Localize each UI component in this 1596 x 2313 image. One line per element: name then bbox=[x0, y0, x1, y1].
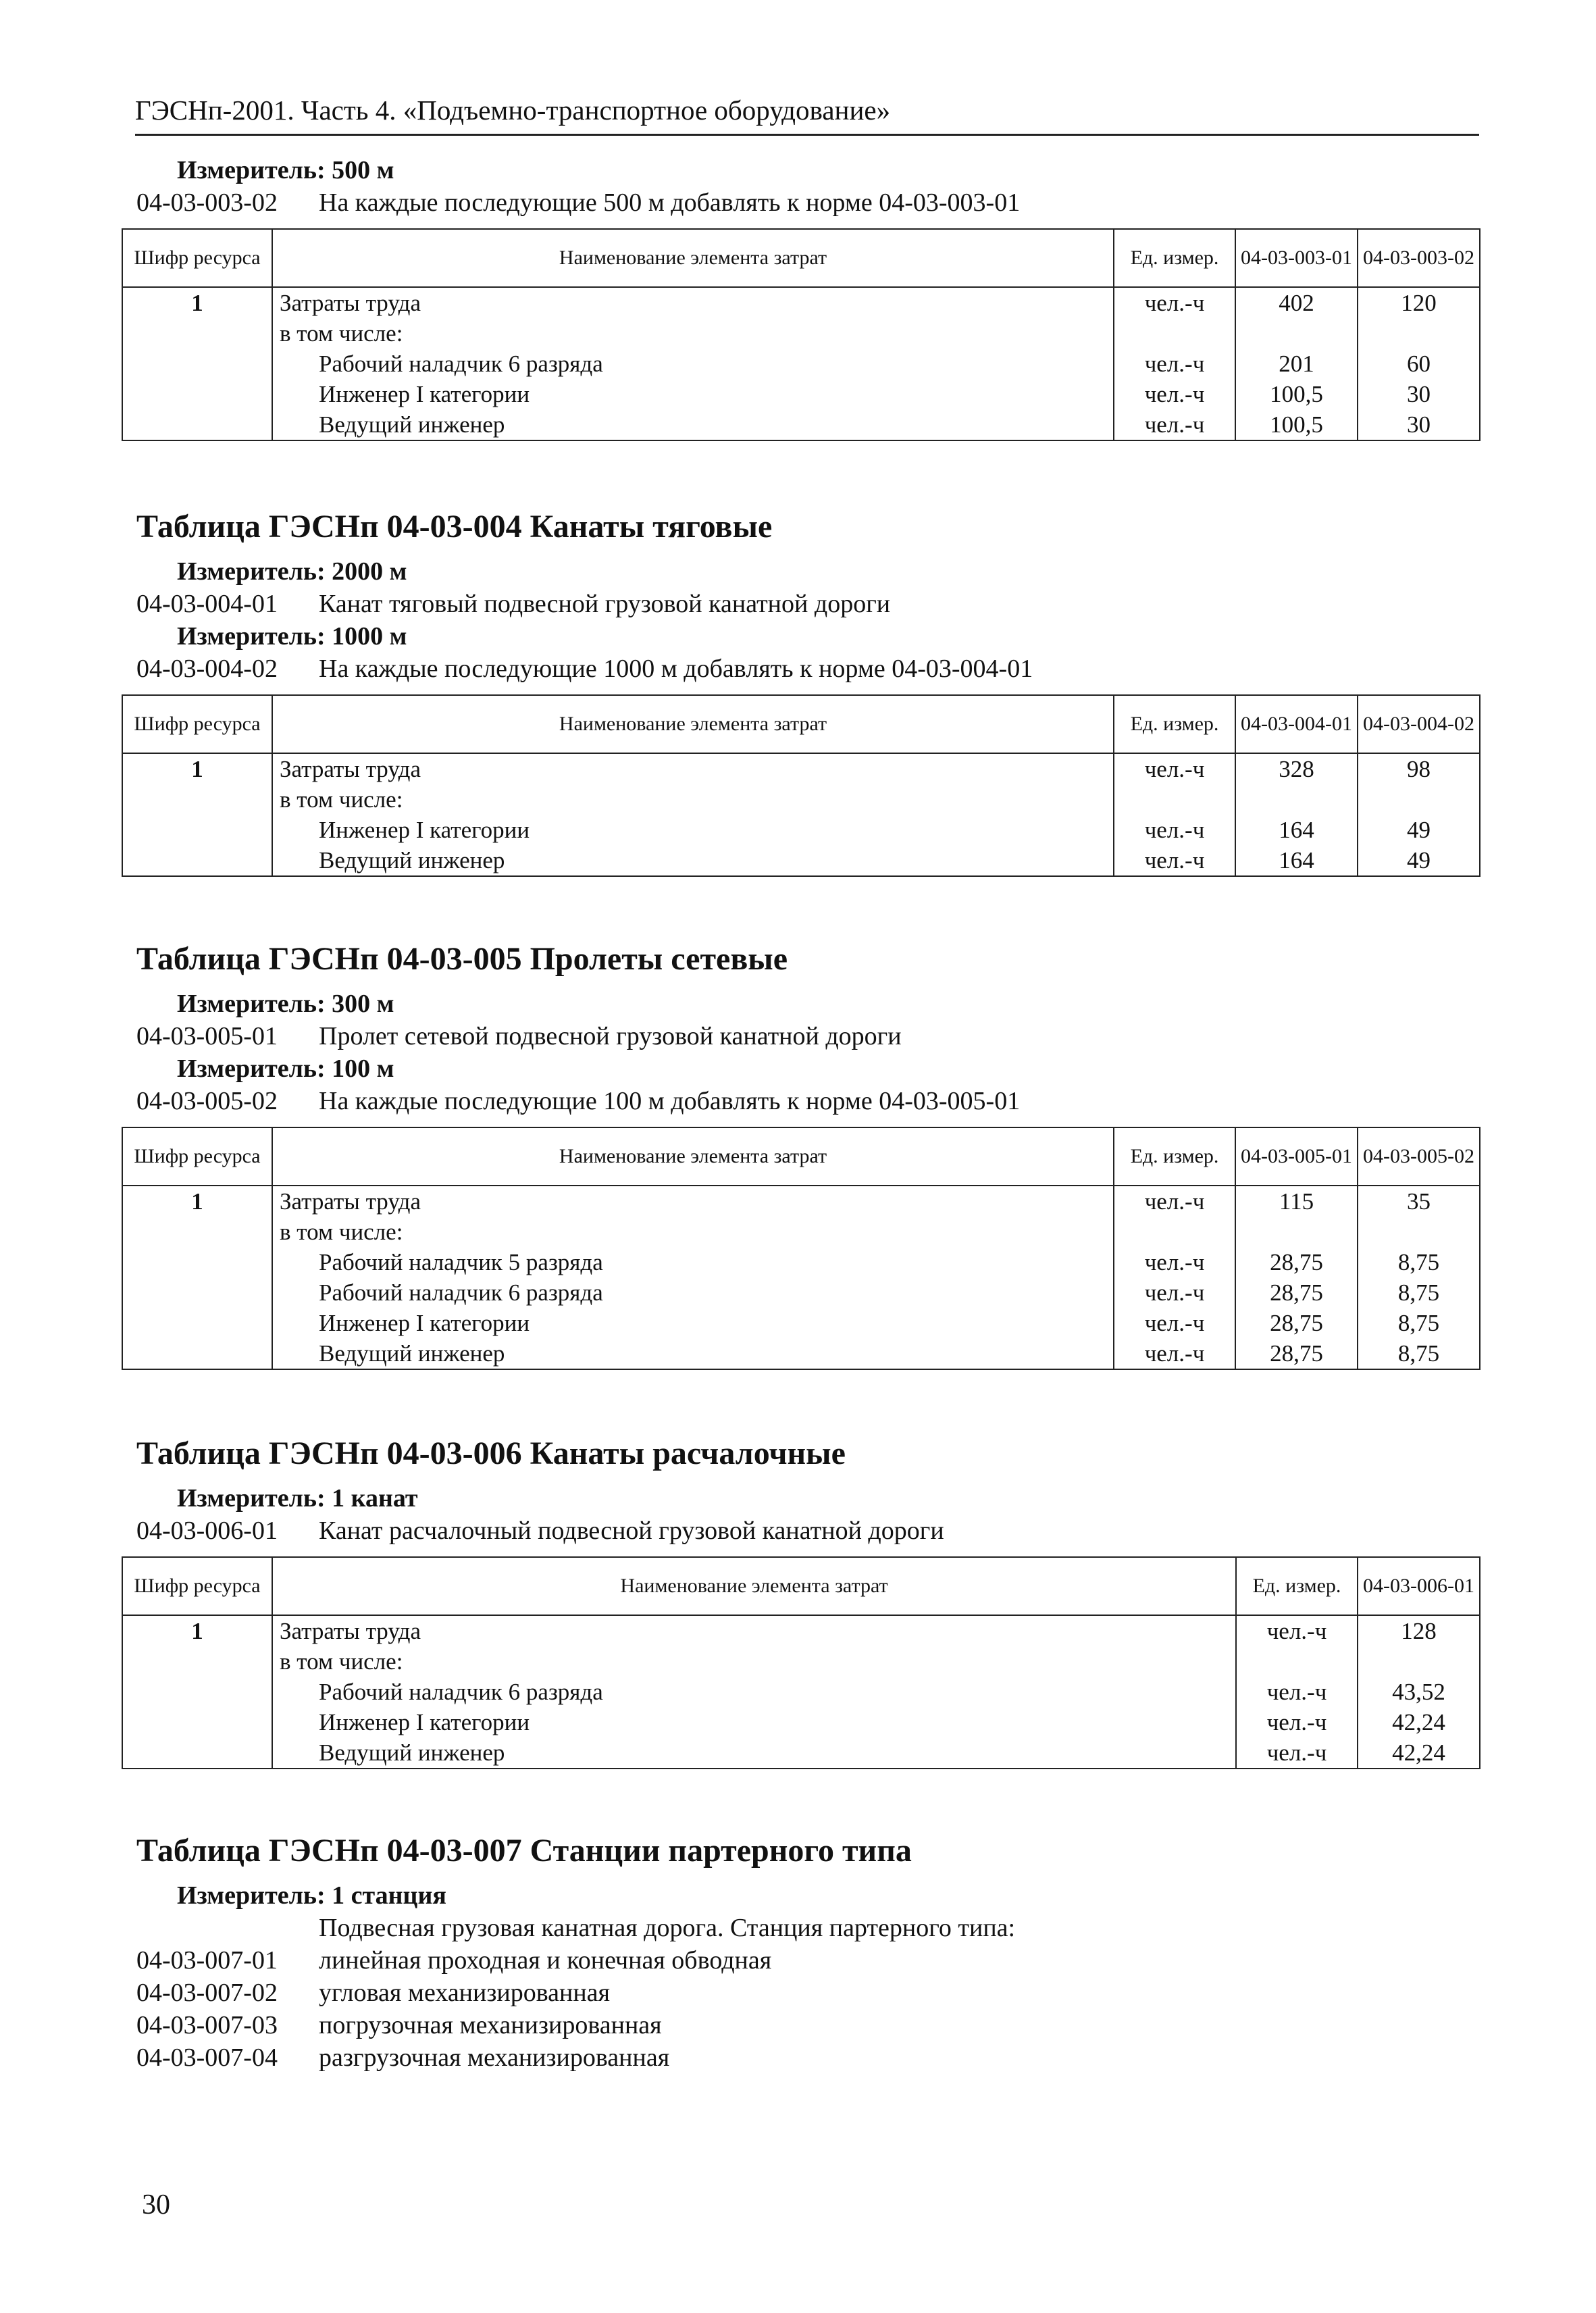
table-row bbox=[122, 1677, 1480, 1707]
norm-table bbox=[122, 694, 1481, 877]
cell-value bbox=[1358, 784, 1480, 815]
item-desc: На каждые последующие 500 м добавлять к норме 04-03-003-01 bbox=[319, 188, 1021, 217]
header-norm-code: 04-03-005-02 bbox=[1358, 1127, 1480, 1186]
header-unit: Ед. измер. bbox=[1236, 1557, 1358, 1615]
section-04-03-007 bbox=[122, 1831, 1479, 2074]
page-number: 30 bbox=[142, 2189, 170, 2220]
cell-name: в том числе: bbox=[272, 1646, 1236, 1677]
cell-value: 28,75 bbox=[1235, 1338, 1358, 1369]
cell-unit: чел.-ч bbox=[1114, 815, 1235, 845]
header-name: Наименование элемента затрат bbox=[272, 695, 1114, 753]
measure-label: Измеритель: 2000 м bbox=[177, 557, 407, 586]
cell-value: 30 bbox=[1358, 409, 1480, 440]
cell-value bbox=[1235, 1217, 1358, 1247]
cell-name: Затраты труда bbox=[272, 1186, 1114, 1217]
table-row bbox=[122, 379, 1480, 409]
cell-name: в том числе: bbox=[272, 1217, 1114, 1247]
cell-name: в том числе: bbox=[272, 784, 1114, 815]
cell-value bbox=[1358, 318, 1480, 349]
item-line bbox=[136, 1515, 1479, 1547]
item-line bbox=[136, 1977, 1479, 2009]
table-row bbox=[122, 1615, 1480, 1646]
item-code: 04-03-007-02 bbox=[136, 1979, 278, 2007]
norm-table bbox=[122, 1127, 1481, 1370]
cell-unit: чел.-ч bbox=[1114, 1308, 1235, 1338]
cell-name: Ведущий инженер bbox=[272, 845, 1114, 876]
cell-cipher bbox=[122, 784, 272, 815]
cell-cipher bbox=[122, 1308, 272, 1338]
header-norm-code: 04-03-005-01 bbox=[1235, 1127, 1358, 1186]
cell-unit bbox=[1114, 318, 1235, 349]
measure-label: Измеритель: 1000 м bbox=[177, 622, 407, 651]
table-title: Таблица ГЭСНп 04-03-007 Станции партерного типа bbox=[136, 1833, 912, 1869]
cell-unit: чел.-ч bbox=[1114, 379, 1235, 409]
item-code: 04-03-004-01 bbox=[136, 590, 278, 618]
header-cipher: Шифр ресурса bbox=[122, 1127, 272, 1186]
measure-label: Измеритель: 300 м bbox=[177, 990, 394, 1018]
cell-value: 128 bbox=[1358, 1615, 1480, 1646]
table-row bbox=[122, 1277, 1480, 1308]
cell-unit: чел.-ч bbox=[1114, 409, 1235, 440]
item-line bbox=[136, 2041, 1479, 2074]
item-line bbox=[136, 588, 1479, 620]
cell-value: 201 bbox=[1235, 349, 1358, 379]
cell-cipher bbox=[122, 1646, 272, 1677]
section-04-03-003 bbox=[122, 154, 1479, 441]
table-row bbox=[122, 1338, 1480, 1369]
header-norm-code: 04-03-003-02 bbox=[1358, 229, 1480, 287]
cell-value: 8,75 bbox=[1358, 1338, 1480, 1369]
cell-value: 42,24 bbox=[1358, 1737, 1480, 1769]
item-code: 04-03-005-01 bbox=[136, 1022, 278, 1050]
table-row bbox=[122, 753, 1480, 784]
cell-cipher bbox=[122, 1707, 272, 1737]
table-row bbox=[122, 409, 1480, 440]
table-title: Таблица ГЭСНп 04-03-005 Пролеты сетевые bbox=[136, 941, 788, 977]
cell-value bbox=[1235, 784, 1358, 815]
item-desc: Пролет сетевой подвесной грузовой канатной дороги bbox=[319, 1022, 902, 1050]
cell-value: 8,75 bbox=[1358, 1308, 1480, 1338]
cell-value: 42,24 bbox=[1358, 1707, 1480, 1737]
item-line bbox=[136, 1020, 1479, 1052]
cell-unit: чел.-ч bbox=[1114, 287, 1235, 318]
item-code: 04-03-007-01 bbox=[136, 1946, 278, 1975]
cell-cipher bbox=[122, 1737, 272, 1769]
table-row bbox=[122, 1737, 1480, 1769]
cell-unit: чел.-ч bbox=[1114, 1186, 1235, 1217]
header-name: Наименование элемента затрат bbox=[272, 1557, 1236, 1615]
cell-value: 60 bbox=[1358, 349, 1480, 379]
table-row bbox=[122, 1308, 1480, 1338]
cell-cipher bbox=[122, 349, 272, 379]
cell-name: Инженер I категории bbox=[272, 1707, 1236, 1737]
cell-cipher bbox=[122, 1247, 272, 1277]
cell-value bbox=[1358, 1217, 1480, 1247]
cell-value: 43,52 bbox=[1358, 1677, 1480, 1707]
cell-unit: чел.-ч bbox=[1236, 1615, 1358, 1646]
cell-value: 164 bbox=[1235, 815, 1358, 845]
item-line bbox=[136, 186, 1479, 219]
measure-label: Измеритель: 500 м bbox=[177, 156, 394, 184]
cell-value: 49 bbox=[1358, 845, 1480, 876]
measure-label: Измеритель: 1 канат bbox=[177, 1484, 418, 1513]
item-code: 04-03-007-04 bbox=[136, 2043, 278, 2072]
cell-cipher: 1 bbox=[122, 1615, 272, 1646]
cell-cipher bbox=[122, 815, 272, 845]
header-unit: Ед. измер. bbox=[1114, 229, 1235, 287]
table-row bbox=[122, 815, 1480, 845]
item-line bbox=[136, 653, 1479, 685]
cell-cipher: 1 bbox=[122, 753, 272, 784]
header-norm-code: 04-03-003-01 bbox=[1235, 229, 1358, 287]
header-norm-code: 04-03-004-01 bbox=[1235, 695, 1358, 753]
cell-value: 49 bbox=[1358, 815, 1480, 845]
table-row bbox=[122, 784, 1480, 815]
cell-unit: чел.-ч bbox=[1236, 1707, 1358, 1737]
cell-unit: чел.-ч bbox=[1114, 845, 1235, 876]
cell-name: Затраты труда bbox=[272, 287, 1114, 318]
table-row bbox=[122, 1247, 1480, 1277]
item-line bbox=[136, 1912, 1479, 1944]
table-row bbox=[122, 845, 1480, 876]
norm-table bbox=[122, 228, 1481, 441]
item-desc: На каждые последующие 100 м добавлять к норме 04-03-005-01 bbox=[319, 1087, 1021, 1115]
item-line bbox=[136, 1085, 1479, 1117]
measure-label: Измеритель: 1 станция bbox=[177, 1881, 446, 1910]
header-row bbox=[122, 1127, 1480, 1186]
header-norm-code: 04-03-006-01 bbox=[1358, 1557, 1480, 1615]
cell-cipher bbox=[122, 379, 272, 409]
table-title: Таблица ГЭСНп 04-03-004 Канаты тяговые bbox=[136, 509, 773, 544]
section-04-03-004 bbox=[122, 507, 1479, 877]
item-desc: угловая механизированная bbox=[319, 1979, 611, 2007]
table-row bbox=[122, 349, 1480, 379]
header-cipher: Шифр ресурса bbox=[122, 695, 272, 753]
cell-value: 120 bbox=[1358, 287, 1480, 318]
cell-value: 164 bbox=[1235, 845, 1358, 876]
norm-table bbox=[122, 1556, 1481, 1769]
item-code: 04-03-007-03 bbox=[136, 2011, 278, 2039]
item-code: 04-03-004-02 bbox=[136, 655, 278, 683]
cell-name: в том числе: bbox=[272, 318, 1114, 349]
cell-cipher bbox=[122, 1217, 272, 1247]
cell-name: Инженер I категории bbox=[272, 815, 1114, 845]
header-norm-code: 04-03-004-02 bbox=[1358, 695, 1480, 753]
cell-cipher bbox=[122, 845, 272, 876]
table-row bbox=[122, 1186, 1480, 1217]
cell-value: 115 bbox=[1235, 1186, 1358, 1217]
cell-unit: чел.-ч bbox=[1114, 349, 1235, 379]
cell-unit bbox=[1236, 1646, 1358, 1677]
cell-unit: чел.-ч bbox=[1114, 753, 1235, 784]
cell-name: Рабочий наладчик 6 разряда bbox=[272, 1277, 1114, 1308]
cell-value: 35 bbox=[1358, 1186, 1480, 1217]
cell-value: 402 bbox=[1235, 287, 1358, 318]
item-code: 04-03-006-01 bbox=[136, 1517, 278, 1545]
cell-cipher bbox=[122, 318, 272, 349]
section-04-03-006 bbox=[122, 1433, 1479, 1769]
cell-value: 100,5 bbox=[1235, 379, 1358, 409]
cell-unit: чел.-ч bbox=[1236, 1677, 1358, 1707]
item-code: 04-03-005-02 bbox=[136, 1087, 278, 1115]
header-row bbox=[122, 695, 1480, 753]
cell-name: Затраты труда bbox=[272, 753, 1114, 784]
cell-value: 28,75 bbox=[1235, 1277, 1358, 1308]
cell-unit: чел.-ч bbox=[1236, 1737, 1358, 1769]
cell-cipher bbox=[122, 1338, 272, 1369]
cell-value: 8,75 bbox=[1358, 1277, 1480, 1308]
cell-cipher bbox=[122, 1277, 272, 1308]
header-cipher: Шифр ресурса bbox=[122, 1557, 272, 1615]
item-desc: На каждые последующие 1000 м добавлять к норме 04-03-004-01 bbox=[319, 655, 1033, 683]
item-desc: разгрузочная механизированная bbox=[319, 2043, 670, 2072]
cell-value: 28,75 bbox=[1235, 1308, 1358, 1338]
cell-cipher bbox=[122, 1677, 272, 1707]
cell-cipher bbox=[122, 409, 272, 440]
cell-name: Рабочий наладчик 6 разряда bbox=[272, 349, 1114, 379]
measure-label: Измеритель: 100 м bbox=[177, 1054, 394, 1083]
cell-unit: чел.-ч bbox=[1114, 1338, 1235, 1369]
cell-unit: чел.-ч bbox=[1114, 1277, 1235, 1308]
cell-value bbox=[1358, 1646, 1480, 1677]
table-row bbox=[122, 1217, 1480, 1247]
header-unit: Ед. измер. bbox=[1114, 695, 1235, 753]
header-row bbox=[122, 229, 1480, 287]
table-row bbox=[122, 287, 1480, 318]
header-name: Наименование элемента затрат bbox=[272, 229, 1114, 287]
table-row bbox=[122, 1646, 1480, 1677]
cell-value: 98 bbox=[1358, 753, 1480, 784]
cell-name: Инженер I категории bbox=[272, 1308, 1114, 1338]
header-cipher: Шифр ресурса bbox=[122, 229, 272, 287]
cell-unit bbox=[1114, 1217, 1235, 1247]
cell-value: 30 bbox=[1358, 379, 1480, 409]
table-title: Таблица ГЭСНп 04-03-006 Канаты расчалочные bbox=[136, 1435, 846, 1471]
item-line bbox=[136, 2009, 1479, 2041]
cell-value bbox=[1235, 318, 1358, 349]
item-desc: погрузочная механизированная bbox=[319, 2011, 662, 2039]
item-code: 04-03-003-02 bbox=[136, 188, 278, 217]
header-name: Наименование элемента затрат bbox=[272, 1127, 1114, 1186]
cell-name: Рабочий наладчик 6 разряда bbox=[272, 1677, 1236, 1707]
cell-name: Затраты труда bbox=[272, 1615, 1236, 1646]
cell-cipher: 1 bbox=[122, 1186, 272, 1217]
section-04-03-005 bbox=[122, 939, 1479, 1370]
item-desc: Подвесная грузовая канатная дорога. Станция партерного типа: bbox=[319, 1914, 1016, 1942]
page-header: ГЭСНп-2001. Часть 4. «Подъемно-транспортное оборудование» bbox=[135, 93, 1479, 136]
header-unit: Ед. измер. bbox=[1114, 1127, 1235, 1186]
cell-name: Рабочий наладчик 5 разряда bbox=[272, 1247, 1114, 1277]
table-row bbox=[122, 318, 1480, 349]
item-desc: линейная проходная и конечная обводная bbox=[319, 1946, 772, 1975]
cell-name: Ведущий инженер bbox=[272, 1338, 1114, 1369]
item-desc: Канат расчалочный подвесной грузовой канатной дороги bbox=[319, 1517, 944, 1545]
cell-name: Ведущий инженер bbox=[272, 409, 1114, 440]
cell-name: Ведущий инженер bbox=[272, 1737, 1236, 1769]
cell-cipher: 1 bbox=[122, 287, 272, 318]
header-row bbox=[122, 1557, 1480, 1615]
table-row bbox=[122, 1707, 1480, 1737]
cell-value: 28,75 bbox=[1235, 1247, 1358, 1277]
cell-value: 8,75 bbox=[1358, 1247, 1480, 1277]
cell-unit bbox=[1114, 784, 1235, 815]
cell-value: 328 bbox=[1235, 753, 1358, 784]
cell-value: 100,5 bbox=[1235, 409, 1358, 440]
cell-unit: чел.-ч bbox=[1114, 1247, 1235, 1277]
item-code bbox=[136, 1912, 319, 1944]
item-line bbox=[136, 1944, 1479, 1977]
cell-name: Инженер I категории bbox=[272, 379, 1114, 409]
item-desc: Канат тяговый подвесной грузовой канатной дороги bbox=[319, 590, 891, 618]
